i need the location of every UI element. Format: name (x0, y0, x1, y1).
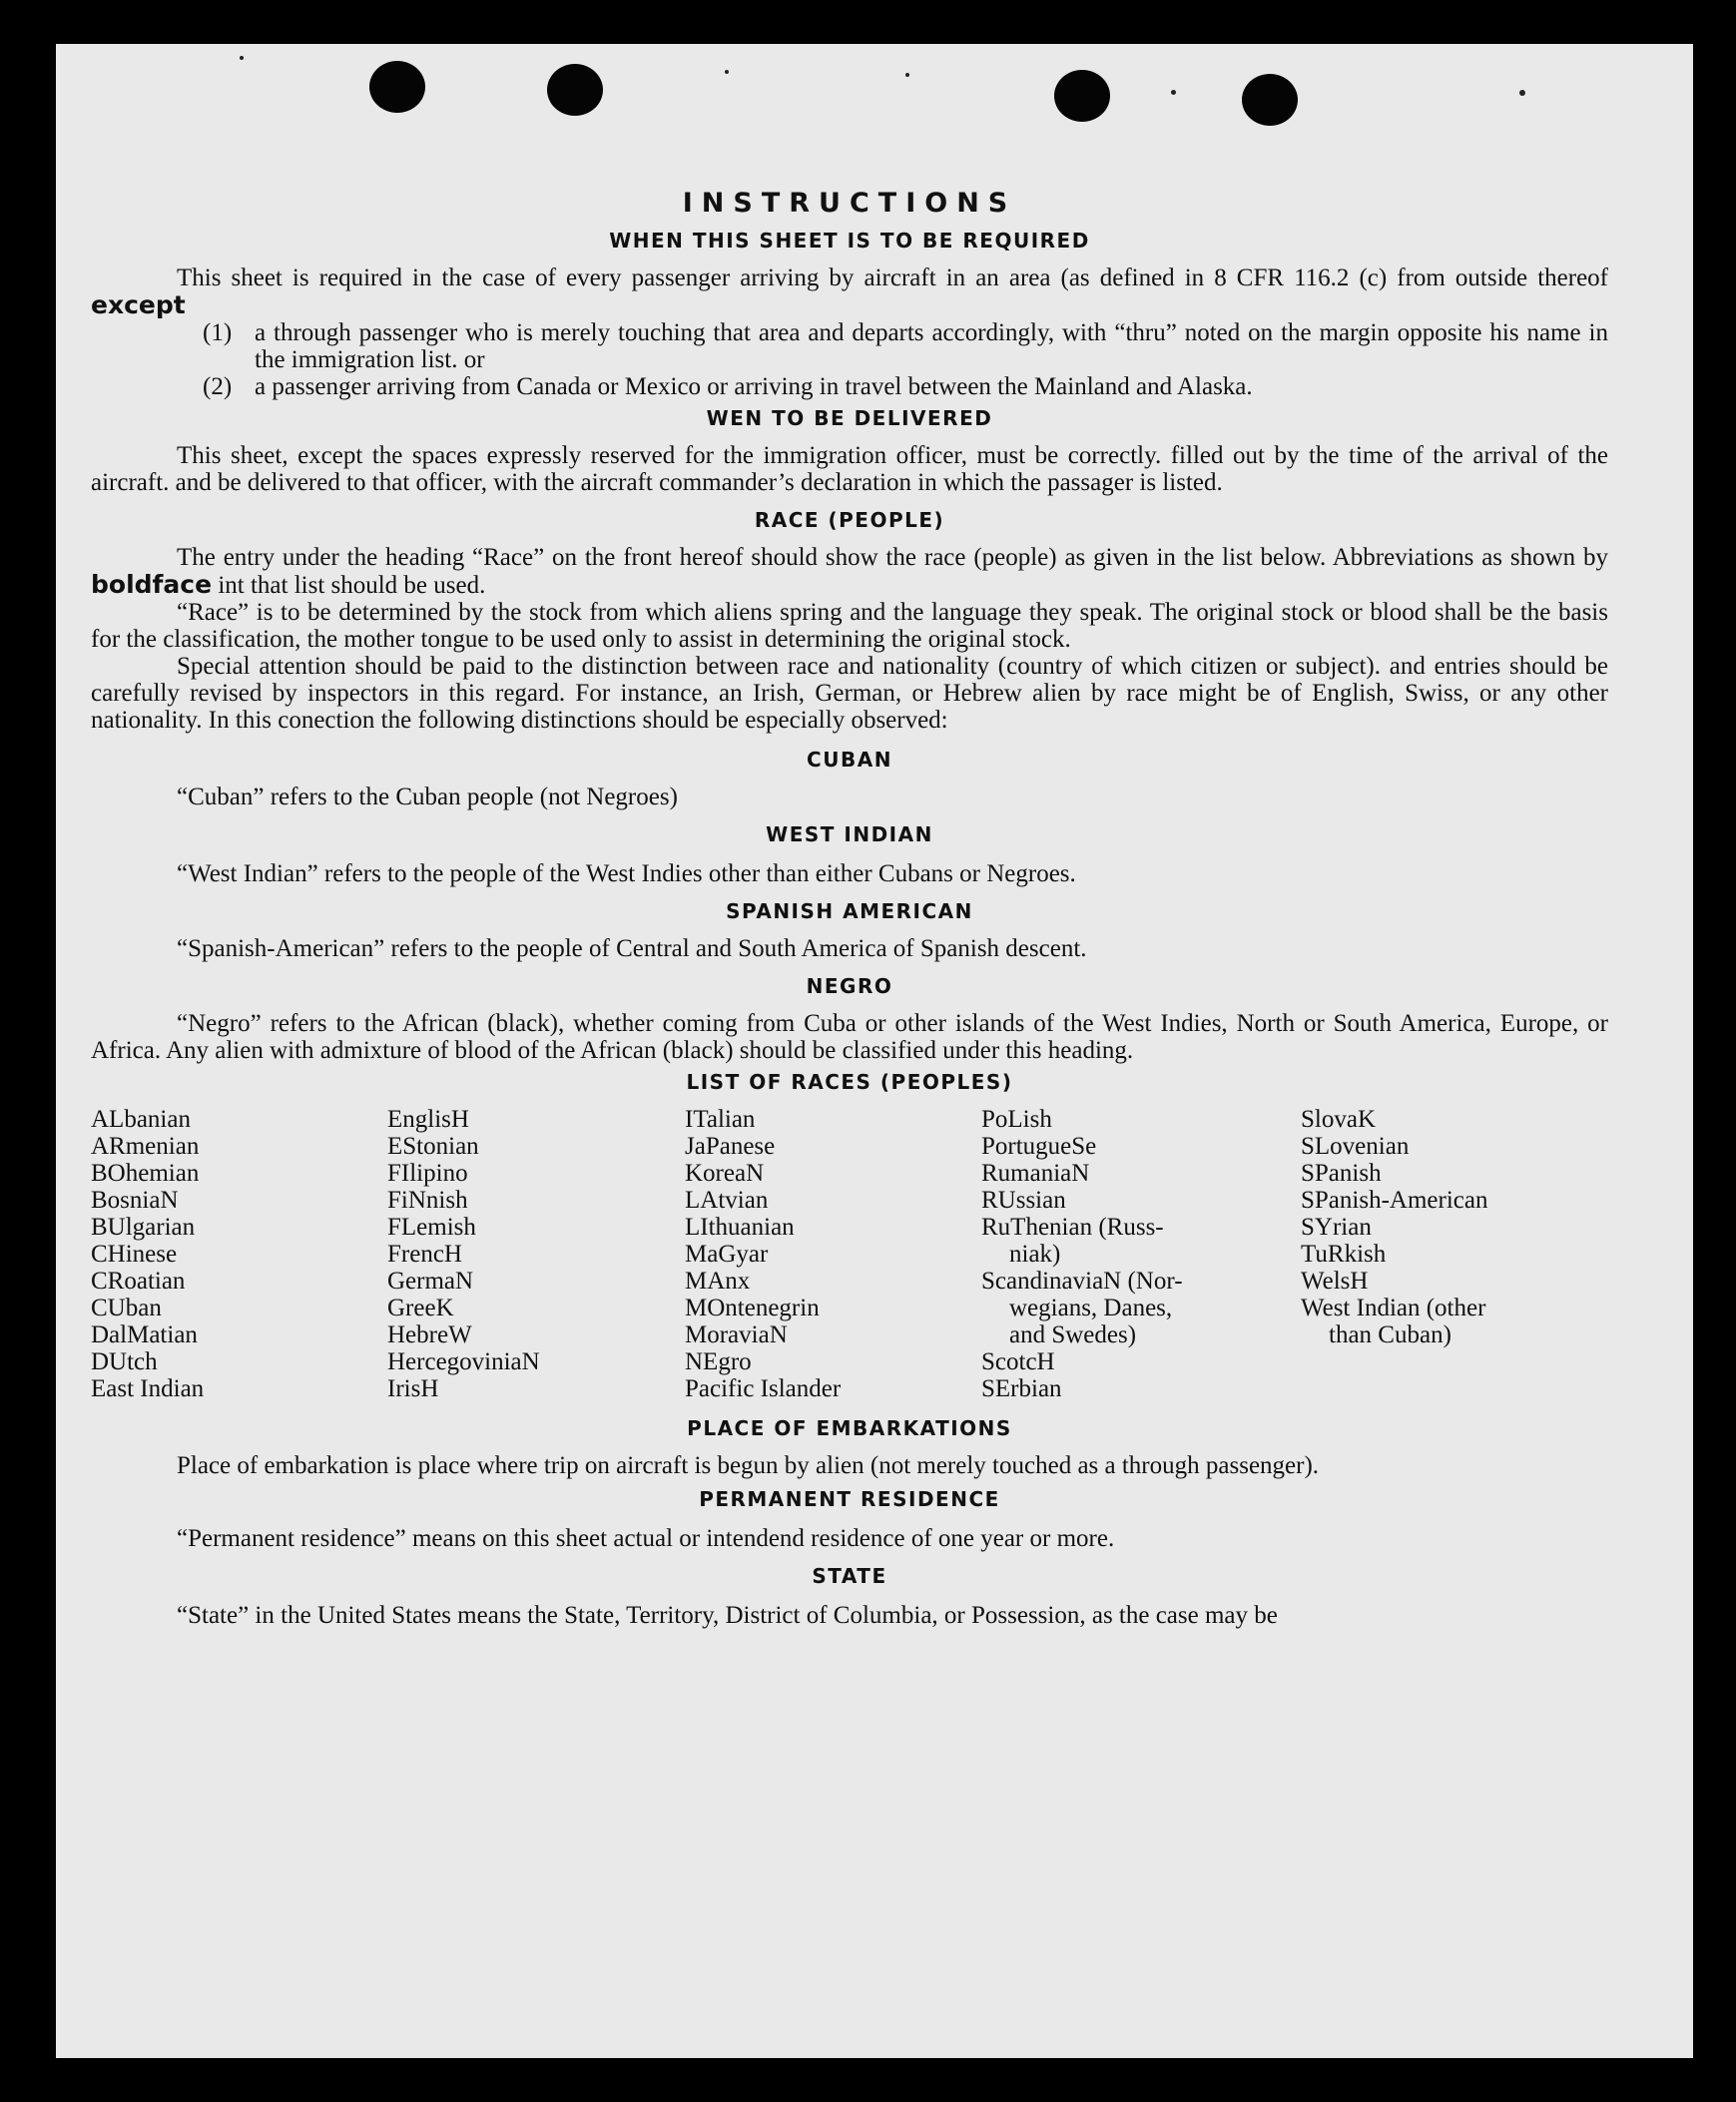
race-item: ALbanian (91, 1106, 191, 1133)
section-heading-list-of-races: LIST OF RACES (PEOPLES) (686, 1070, 1013, 1094)
punch-hole (369, 61, 425, 113)
race-item: BUlgarian (91, 1214, 196, 1241)
when-required-text: This sheet is required in the case of every passenger arriving by aircraft in an area (as defined in 8 CFR 116.2 (c) from outside thereof except (91, 264, 1608, 319)
instructions-content (91, 188, 1608, 1629)
section-heading-permanent-residence: PERMANENT RESIDENCE (699, 1487, 1000, 1511)
race-paragraph-1: The entry under the heading “Race” on the front hereof should show the race (people) as given in the list below. Abbreviations as shown by boldface int that list should be used. (91, 544, 1608, 599)
race-item: and Swedes) (1009, 1321, 1137, 1348)
section-heading-state: STATE (812, 1564, 887, 1588)
race-item: JaPanese (685, 1133, 776, 1160)
race-item: FrencH (387, 1241, 462, 1268)
exception-item: (2) a passenger arriving from Canada or Mexico or arriving in travel between the Mainland and Alaska. (203, 373, 1253, 400)
exception-item: (1) a through passenger who is merely touching that area and departs accordingly, with “thru” noted on the margin opposite his name in the immigration list. or (203, 319, 1608, 373)
cuban-text: “Cuban” refers to the Cuban people (not Negroes) (177, 784, 678, 810)
speck (725, 70, 729, 74)
speck (905, 73, 909, 77)
race-item: MOntenegrin (685, 1295, 820, 1321)
race-item: IrisH (387, 1375, 439, 1402)
race-list (91, 1106, 1608, 1402)
embarkation-text: Place of embarkation is place where trip on aircraft is begun by alien (not merely touched as a through passenger). (177, 1452, 1320, 1479)
negro-text: “Negro” refers to the African (black), whether coming from Cuba or other islands of the West Indies, North or South America, Europe, or Africa. Any alien with admixture of blood of the African (black) should be classified under this heading. (91, 1010, 1608, 1064)
page-title: INSTRUCTIONS (682, 188, 1017, 219)
race-column (981, 1106, 1301, 1402)
race-item: than Cuban) (1329, 1321, 1451, 1348)
race-item: SPanish-American (1301, 1187, 1488, 1214)
except-bold: except (91, 290, 186, 319)
race-item: BosniaN (91, 1187, 179, 1214)
race-column (91, 1106, 387, 1402)
permanent-residence-text: “Permanent residence” means on this sheet actual or intendend residence of one year or more. (177, 1525, 1115, 1552)
race-item: EStonian (387, 1133, 479, 1160)
race-item: ARmenian (91, 1133, 200, 1160)
race-item: KoreaN (685, 1160, 765, 1187)
race-item: West Indian (other (1301, 1295, 1486, 1321)
race-item: SLovenian (1301, 1133, 1410, 1160)
boldface-bold: boldface (91, 570, 213, 599)
race-item: FLemish (387, 1214, 476, 1241)
race-item: CUban (91, 1295, 162, 1321)
race-item: niak) (1009, 1241, 1061, 1268)
race-item: MaGyar (685, 1241, 769, 1268)
race-item: wegians, Danes, (1009, 1295, 1173, 1321)
race-item: GermaN (387, 1268, 474, 1295)
race-item: WelsH (1301, 1268, 1369, 1295)
section-heading-negro: NEGRO (806, 974, 893, 998)
race-item: CRoatian (91, 1268, 186, 1295)
race-item: ITalian (685, 1106, 756, 1133)
race-item: RUssian (981, 1187, 1066, 1214)
race-item: LIthuanian (685, 1214, 795, 1241)
race-column (685, 1106, 981, 1402)
spanish-american-text: “Spanish-American” refers to the people of Central and South America of Spanish descent. (177, 935, 1087, 962)
race-item: MAnx (685, 1268, 751, 1295)
speck (1519, 90, 1525, 96)
race-item: SPanish (1301, 1160, 1382, 1187)
race-item: GreeK (387, 1295, 454, 1321)
race-item: RuThenian (Russ- (981, 1214, 1164, 1241)
race-paragraph-3: Special attention should be paid to the distinction between race and nationality (country of which citizen or subject). and entries should be carefully revised by inspectors in this regard. For instance, an Irish, German, or Hebrew alien by race might be of English, Swiss, or any other nationality. In this conection the following distinctions should be especially observed: (91, 653, 1608, 734)
race-item: EnglisH (387, 1106, 469, 1133)
punch-hole (1242, 74, 1298, 126)
race-item: RumaniaN (981, 1160, 1090, 1187)
section-heading-when-required: WHEN THIS SHEET IS TO BE REQUIRED (609, 229, 1090, 253)
race-item: DUtch (91, 1348, 158, 1375)
state-text: “State” in the United States means the State, Territory, District of Columbia, or Possession, as the case may be (177, 1602, 1278, 1629)
document-page (56, 44, 1693, 2058)
race-item: NEgro (685, 1348, 752, 1375)
race-item: SlovaK (1301, 1106, 1376, 1133)
section-heading-race: RACE (PEOPLE) (754, 508, 945, 532)
race-item: SYrian (1301, 1214, 1372, 1241)
race-item: PortugueSe (981, 1133, 1097, 1160)
race-item: East Indian (91, 1375, 205, 1402)
race-item: LAtvian (685, 1187, 769, 1214)
race-item: ScandinaviaN (Nor- (981, 1268, 1183, 1295)
section-heading-embarkation: PLACE OF EMBARKATIONS (687, 1416, 1012, 1440)
punch-hole (1054, 70, 1110, 122)
race-column (387, 1106, 685, 1402)
race-item: CHinese (91, 1241, 178, 1268)
race-column (1301, 1106, 1580, 1402)
race-item: SErbian (981, 1375, 1062, 1402)
race-item: BOhemian (91, 1160, 200, 1187)
section-heading-west-indian: WEST INDIAN (766, 822, 933, 846)
speck (240, 56, 244, 60)
race-item: HebreW (387, 1321, 472, 1348)
race-item: FIlipino (387, 1160, 468, 1187)
west-indian-text: “West Indian” refers to the people of the West Indies other than either Cubans or Negroes. (177, 860, 1076, 887)
race-item: PoLish (981, 1106, 1052, 1133)
race-paragraph-2: “Race” is to be determined by the stock from which aliens spring and the language they speak. The original stock or blood shall be the basis for the classification, the mother tongue to be used only to assist in determining the original stock. (91, 599, 1608, 653)
speck (1171, 90, 1176, 95)
race-item: Pacific Islander (685, 1375, 842, 1402)
race-item: MoraviaN (685, 1321, 788, 1348)
race-item: FiNnish (387, 1187, 468, 1214)
race-item: DalMatian (91, 1321, 198, 1348)
section-heading-spanish-american: SPANISH AMERICAN (726, 899, 973, 923)
race-item: ScotcH (981, 1348, 1055, 1375)
race-item: HercegoviniaN (387, 1348, 540, 1375)
race-item: TuRkish (1301, 1241, 1387, 1268)
delivered-text: This sheet, except the spaces expressly reserved for the immigration officer, must be correctly. filled out by the time of the arrival of the aircraft. and be delivered to that officer, with the aircraft commander’s declaration in which the passager is listed. (91, 442, 1608, 496)
section-heading-delivered: WEN TO BE DELIVERED (706, 406, 993, 430)
section-heading-cuban: CUBAN (807, 748, 892, 772)
punch-hole (547, 64, 603, 116)
